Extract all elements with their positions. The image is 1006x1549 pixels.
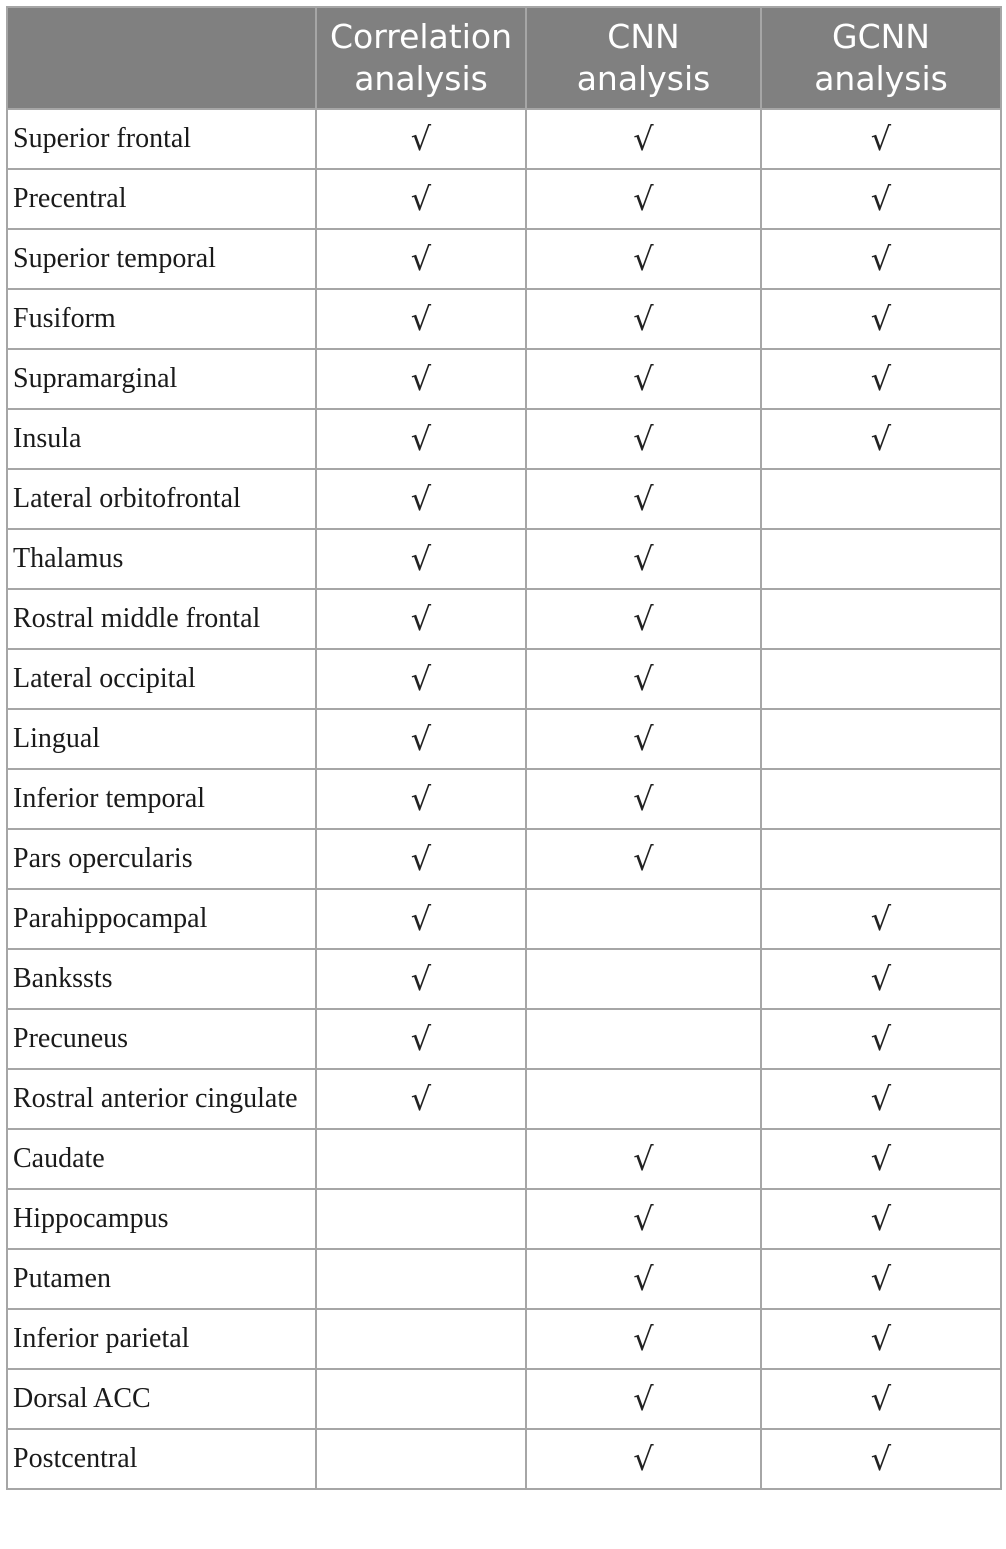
cnn-mark-cell [526,529,761,589]
header-correlation-analysis [316,7,526,109]
table-row [7,709,1001,769]
cnn-mark-cell [526,349,761,409]
region-name: Fusiform [7,289,316,349]
cnn-mark-cell [526,169,761,229]
cnn-mark-cell [526,829,761,889]
region-name: Superior frontal [7,109,316,169]
correlation-mark-cell [316,1129,526,1189]
check-mark-icon: √ [633,360,654,398]
correlation-mark-cell [316,469,526,529]
correlation-mark-cell [316,1249,526,1309]
table-row [7,649,1001,709]
region-name: Superior temporal [7,229,316,289]
cnn-mark-cell [526,949,761,1009]
gcnn-mark-cell [761,1429,1001,1489]
correlation-mark-cell [316,889,526,949]
header-gcnn-analysis [761,7,1001,109]
region-name: Dorsal ACC [7,1369,316,1429]
region-name: Precuneus [7,1009,316,1069]
check-mark-icon: √ [410,240,432,278]
gcnn-mark-cell [761,349,1001,409]
regions-table [6,6,1002,1490]
check-mark-icon: √ [633,720,654,758]
cnn-mark-cell [526,1129,761,1189]
gcnn-mark-cell [761,1189,1001,1249]
check-mark-icon: √ [870,1080,892,1118]
table-row [7,1249,1001,1309]
check-mark-icon: √ [870,1380,892,1418]
check-mark-icon: √ [633,480,654,518]
region-name: Pars opercularis [7,829,316,889]
gcnn-mark-cell [761,829,1001,889]
region-name: Inferior temporal [7,769,316,829]
table-row [7,109,1001,169]
check-mark-icon: √ [870,1440,892,1478]
cnn-mark-cell [526,1189,761,1249]
gcnn-mark-cell [761,169,1001,229]
region-name: Hippocampus [7,1189,316,1249]
check-mark-icon: √ [633,540,654,578]
gcnn-mark-cell [761,949,1001,1009]
gcnn-mark-cell [761,709,1001,769]
check-mark-icon: √ [633,1260,654,1298]
check-mark-icon: √ [410,1080,432,1118]
gcnn-mark-cell [761,889,1001,949]
table-row [7,769,1001,829]
cnn-mark-cell [526,1309,761,1369]
table-row [7,1309,1001,1369]
table-row [7,289,1001,349]
header-row [7,7,1001,109]
header-cnn-analysis [526,7,761,109]
correlation-mark-cell [316,289,526,349]
correlation-mark-cell [316,1429,526,1489]
region-name: Insula [7,409,316,469]
check-mark-icon: √ [870,420,892,458]
correlation-mark-cell [316,1009,526,1069]
check-mark-icon: √ [633,1320,654,1358]
table-row [7,169,1001,229]
check-mark-icon: √ [633,240,654,278]
table-row [7,349,1001,409]
cnn-mark-cell [526,289,761,349]
check-mark-icon: √ [870,1020,892,1058]
check-mark-icon: √ [633,120,654,158]
cnn-mark-cell [526,769,761,829]
header-cnn-line2: analysis [576,59,711,98]
correlation-mark-cell [316,649,526,709]
region-name: Parahippocampal [7,889,316,949]
correlation-mark-cell [316,229,526,289]
check-mark-icon: √ [410,840,432,878]
check-mark-icon: √ [633,300,654,338]
cnn-mark-cell [526,889,761,949]
check-mark-icon: √ [410,120,432,158]
check-mark-icon: √ [410,540,432,578]
header-correlation-line1: Correlation [330,17,512,56]
region-name: Thalamus [7,529,316,589]
region-name: Lateral occipital [7,649,316,709]
gcnn-mark-cell [761,1009,1001,1069]
correlation-mark-cell [316,829,526,889]
correlation-mark-cell [316,589,526,649]
check-mark-icon: √ [633,660,654,698]
region-name: Bankssts [7,949,316,1009]
check-mark-icon: √ [633,180,654,218]
header-correlation-line2: analysis [354,59,488,98]
check-mark-icon: √ [410,180,432,218]
cnn-mark-cell [526,1009,761,1069]
check-mark-icon: √ [633,1380,654,1418]
check-mark-icon: √ [410,960,432,998]
gcnn-mark-cell [761,1249,1001,1309]
cnn-mark-cell [526,1429,761,1489]
cnn-mark-cell [526,1069,761,1129]
gcnn-mark-cell [761,769,1001,829]
check-mark-icon: √ [410,300,432,338]
header-corner-cell [7,7,316,109]
correlation-mark-cell [316,709,526,769]
header-gcnn-line1: GCNN [832,17,930,56]
check-mark-icon: √ [870,960,892,998]
cnn-mark-cell [526,1369,761,1429]
check-mark-icon: √ [870,180,892,218]
check-mark-icon: √ [633,840,654,878]
gcnn-mark-cell [761,469,1001,529]
region-name: Rostral middle frontal [7,589,316,649]
cnn-mark-cell [526,1249,761,1309]
correlation-mark-cell [316,349,526,409]
table-row [7,949,1001,1009]
table-row [7,1189,1001,1249]
cnn-mark-cell [526,589,761,649]
cnn-mark-cell [526,409,761,469]
check-mark-icon: √ [410,720,432,758]
check-mark-icon: √ [410,600,432,638]
check-mark-icon: √ [410,900,432,938]
correlation-mark-cell [316,409,526,469]
table-row [7,1069,1001,1129]
table-body [7,109,1001,1489]
check-mark-icon: √ [633,780,654,818]
header-cnn-line1: CNN [607,17,680,56]
check-mark-icon: √ [410,480,432,518]
table-row [7,229,1001,289]
check-mark-icon: √ [410,660,432,698]
correlation-mark-cell [316,1309,526,1369]
cnn-mark-cell [526,229,761,289]
gcnn-mark-cell [761,289,1001,349]
check-mark-icon: √ [870,1140,892,1178]
gcnn-mark-cell [761,229,1001,289]
region-name: Lateral orbitofrontal [7,469,316,529]
gcnn-mark-cell [761,1129,1001,1189]
region-name: Postcentral [7,1429,316,1489]
check-mark-icon: √ [870,900,892,938]
region-name: Lingual [7,709,316,769]
check-mark-icon: √ [410,1020,432,1058]
check-mark-icon: √ [870,240,892,278]
table-row [7,409,1001,469]
header-gcnn-line2: analysis [814,59,948,98]
gcnn-mark-cell [761,529,1001,589]
check-mark-icon: √ [870,1260,892,1298]
cnn-mark-cell [526,649,761,709]
correlation-mark-cell [316,1069,526,1129]
region-name: Putamen [7,1249,316,1309]
region-name: Inferior parietal [7,1309,316,1369]
table-row [7,469,1001,529]
check-mark-icon: √ [870,360,892,398]
gcnn-mark-cell [761,409,1001,469]
table-row [7,1129,1001,1189]
table-row [7,529,1001,589]
check-mark-icon: √ [870,1200,892,1238]
gcnn-mark-cell [761,589,1001,649]
region-name: Supramarginal [7,349,316,409]
check-mark-icon: √ [410,420,432,458]
correlation-mark-cell [316,109,526,169]
gcnn-mark-cell [761,649,1001,709]
cnn-mark-cell [526,469,761,529]
correlation-mark-cell [316,1189,526,1249]
table-row [7,889,1001,949]
check-mark-icon: √ [410,360,432,398]
gcnn-mark-cell [761,109,1001,169]
correlation-mark-cell [316,529,526,589]
check-mark-icon: √ [870,300,892,338]
check-mark-icon: √ [633,1200,654,1238]
region-name: Rostral anterior cingulate [7,1069,316,1129]
table-row [7,1429,1001,1489]
check-mark-icon: √ [410,780,432,818]
cnn-mark-cell [526,109,761,169]
check-mark-icon: √ [633,600,654,638]
check-mark-icon: √ [633,1140,654,1178]
region-name: Caudate [7,1129,316,1189]
check-mark-icon: √ [870,120,892,158]
table-row [7,1009,1001,1069]
correlation-mark-cell [316,769,526,829]
gcnn-mark-cell [761,1069,1001,1129]
table-row [7,829,1001,889]
table-row [7,589,1001,649]
check-mark-icon: √ [870,1320,892,1358]
check-mark-icon: √ [633,1440,654,1478]
table-row [7,1369,1001,1429]
gcnn-mark-cell [761,1309,1001,1369]
cnn-mark-cell [526,709,761,769]
correlation-mark-cell [316,169,526,229]
correlation-mark-cell [316,1369,526,1429]
gcnn-mark-cell [761,1369,1001,1429]
check-mark-icon: √ [633,420,654,458]
region-name: Precentral [7,169,316,229]
correlation-mark-cell [316,949,526,1009]
